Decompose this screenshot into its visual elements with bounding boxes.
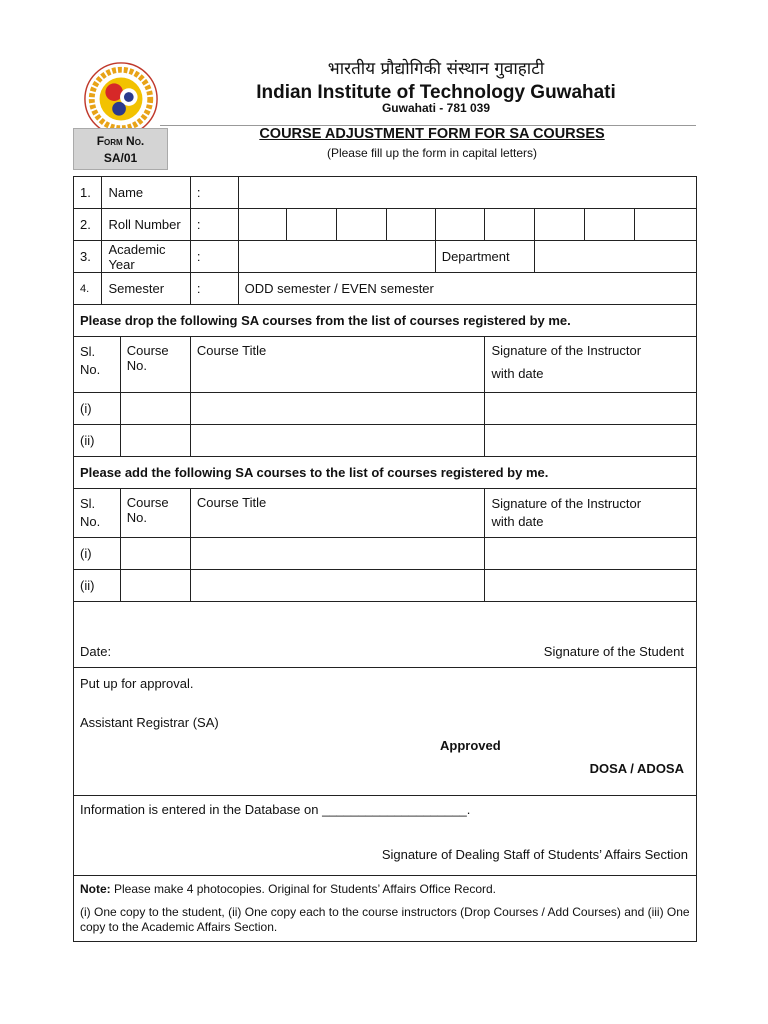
department-label: Department	[435, 241, 535, 273]
table-row	[74, 393, 697, 425]
note-line-1: Please make 4 photocopies. Original for Students’ Affairs Office Record.	[114, 882, 496, 896]
name-label: Name	[102, 177, 190, 209]
drop-course-title-field[interactable]	[190, 393, 485, 425]
row-number: 3.	[74, 241, 102, 273]
table-row	[74, 570, 697, 602]
drop-row-number: (ii)	[74, 425, 121, 457]
drop-course-no-field[interactable]	[120, 393, 190, 425]
name-field[interactable]	[238, 177, 696, 209]
semester-options[interactable]: ODD semester / EVEN semester	[238, 273, 696, 305]
department-field[interactable]	[535, 241, 697, 273]
form-number-box	[73, 128, 168, 170]
course-no-header: Course No.	[120, 489, 190, 538]
instructor-signature-header	[485, 489, 697, 538]
instructor-signature-label: Signature of the Instructor	[491, 496, 642, 511]
iitg-logo-icon	[82, 60, 160, 138]
drop-course-title-field[interactable]	[190, 425, 485, 457]
database-entry-text: Information is entered in the Database on ____________________.	[80, 802, 471, 817]
roll-number-row	[74, 209, 697, 241]
semester-label: Semester	[102, 273, 190, 305]
roll-digit-box[interactable]	[585, 209, 635, 241]
drop-header-row	[74, 337, 697, 393]
approval-row	[74, 668, 697, 796]
course-title-header: Course Title	[190, 337, 485, 393]
dealing-staff-signature-label: Signature of Dealing Staff of Students’ Affairs Section	[381, 847, 688, 862]
institute-city: Guwahati - 781 039	[381, 101, 491, 115]
note-label: Note:	[80, 882, 111, 896]
colon: :	[190, 273, 238, 305]
with-date-label: with date	[491, 514, 544, 529]
add-signature-field[interactable]	[485, 570, 697, 602]
dosa-label: DOSA / ADOSA	[589, 761, 684, 776]
add-course-title-field[interactable]	[190, 570, 485, 602]
colon: :	[190, 241, 238, 273]
roll-digit-box[interactable]	[634, 209, 696, 241]
sl-no-header: Sl. No.	[74, 337, 121, 393]
roll-digit-box[interactable]	[485, 209, 535, 241]
note-row	[74, 876, 697, 942]
roll-digit-box[interactable]	[287, 209, 337, 241]
semester-row	[74, 273, 697, 305]
course-no-header: Course No.	[120, 337, 190, 393]
instructor-signature-header	[485, 337, 697, 393]
drop-course-no-field[interactable]	[120, 425, 190, 457]
put-up-text: Put up for approval.	[80, 676, 194, 691]
institute-name: Indian Institute of Technology Guwahati	[256, 82, 616, 103]
instructor-signature-label: Signature of the Instructor	[491, 343, 642, 358]
add-course-no-field[interactable]	[120, 538, 190, 570]
student-signature-row	[74, 602, 697, 668]
roll-digit-box[interactable]	[535, 209, 585, 241]
colon: :	[190, 177, 238, 209]
add-row-number: (i)	[74, 538, 121, 570]
approved-label: Approved	[440, 738, 501, 753]
drop-signature-field[interactable]	[485, 425, 697, 457]
row-number: 2.	[74, 209, 102, 241]
academic-year-field[interactable]	[238, 241, 435, 273]
form-number: SA/01	[103, 151, 138, 165]
form-number-label: Form No.	[96, 134, 145, 148]
date-label: Date:	[80, 644, 112, 659]
drop-row-number: (i)	[74, 393, 121, 425]
course-title-header: Course Title	[190, 489, 485, 538]
add-row-number: (ii)	[74, 570, 121, 602]
roll-digit-box[interactable]	[386, 209, 435, 241]
with-date-label: with date	[491, 366, 544, 381]
colon: :	[190, 209, 238, 241]
roll-digit-box[interactable]	[337, 209, 387, 241]
assistant-registrar-label: Assistant Registrar (SA)	[80, 715, 219, 730]
table-row	[74, 538, 697, 570]
note-line-2: (i) One copy to the student, (ii) One copy each to the course instructors (Drop Courses / Add Courses) and (iii) One copy to the Academic Affairs Section.	[80, 905, 690, 934]
add-signature-field[interactable]	[485, 538, 697, 570]
academic-year-row	[74, 241, 697, 273]
row-number: 4.	[74, 273, 102, 305]
row-number: 1.	[74, 177, 102, 209]
sl-no-header: Sl. No.	[74, 489, 121, 538]
roll-number-label: Roll Number	[102, 209, 190, 241]
student-signature-label: Signature of the Student	[543, 644, 684, 659]
add-course-title-field[interactable]	[190, 538, 485, 570]
table-row	[74, 425, 697, 457]
course-adjustment-form	[73, 176, 697, 942]
add-section-heading: Please add the following SA courses to the list of courses registered by me.	[74, 457, 697, 489]
institute-hindi-name: भारतीय प्रौद्योगिकी संस्थान गुवाहाटी	[327, 59, 545, 79]
form-title: COURSE ADJUSTMENT FORM FOR SA COURSES	[259, 126, 605, 142]
academic-year-label: Academic Year	[102, 241, 190, 273]
name-row	[74, 177, 697, 209]
drop-section-heading: Please drop the following SA courses from the list of courses registered by me.	[74, 305, 697, 337]
roll-digit-box[interactable]	[435, 209, 485, 241]
drop-signature-field[interactable]	[485, 393, 697, 425]
database-row	[74, 796, 697, 876]
roll-digit-box[interactable]	[238, 209, 287, 241]
add-header-row	[74, 489, 697, 538]
form-subtitle: (Please fill up the form in capital letters)	[326, 146, 538, 160]
add-course-no-field[interactable]	[120, 570, 190, 602]
